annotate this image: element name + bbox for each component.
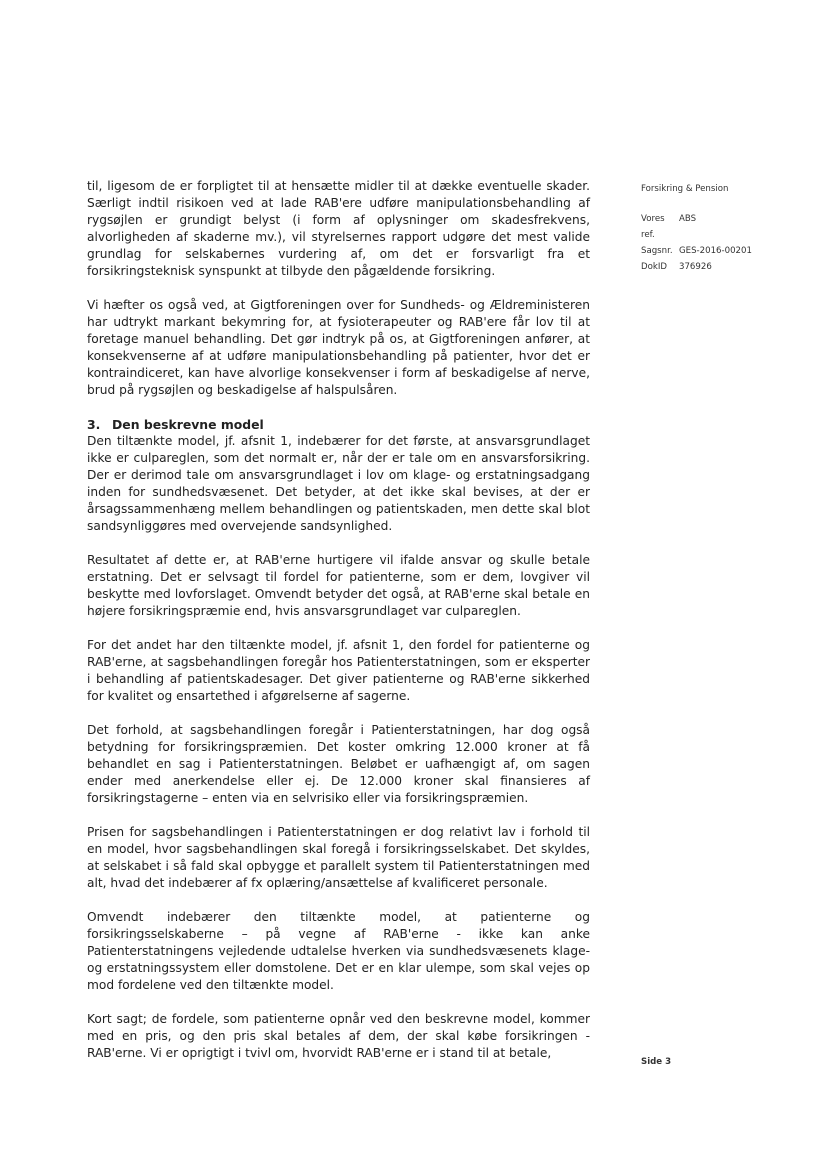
ref-value: 376926 [679,262,712,272]
sidebar-meta [641,181,752,275]
paragraph-1: til, ligesom de er forpligtet til at hensætte midler til at dække eventuelle skader. Særligt indtil risikoen ved at lade RAB'ere udføre manipulationsbehandling af rygsøjlen er grundigt belyst (i form af oplysninger om skadesfrekvens, alvorligheden af skaderne mv.), vil styrelsernes rapport udgøre det mest valide grundlag for selskabernes vurdering af, om det er forsvarligt fra et forsikringsteknisk synspunkt at tilbyde den pågældende forsikring. [87,179,590,278]
section-number: 3. [87,417,101,432]
ref-label: Vores ref. [641,214,665,240]
ref-value: GES-2016-00201 [679,246,752,256]
paragraph-4: Resultatet af dette er, at RAB'erne hurtigere vil ifalde ansvar og skulle betale erstatning. Det er selvsagt til fordel for patienterne, som er dem, lovgiver vil beskytte med lovforslaget. Omvendt betyder det også, at RAB'erne skal betale en højere forsikringspræmie end, hvis ansvarsgrundlaget var culpareglen. [87,553,590,618]
page-number: Side 3 [641,1057,672,1067]
letter-body [87,178,590,1079]
ref-row-sagsnr [641,243,752,259]
paragraph-7: Prisen for sagsbehandlingen i Patienterstatningen er dog relativt lav i forhold til en model, hvor sagsbehandlingen skal foregå i forsikringsselskabet. Det skyldes, at selskabet i så fald skal opbygge et parallelt system til Patienterstatningen med alt, hvad det indebærer af fx oplæring/ansættelse af kvalificeret personale. [87,825,590,890]
organization-name: Forsikring & Pension [641,184,729,194]
ref-row-vores-ref [641,211,752,243]
ref-row-dokid [641,259,752,275]
paragraph-2: Vi hæfter os også ved, at Gigtforeningen over for Sundheds- og Ældreministeren har udtrykt markant bekymring for, at fysioterapeuter og RAB'ere får lov til at foretage manuel behandling. Det gør indtryk på os, at Gigtforeningen anfører, at konsekvenserne af at udføre manipulationsbehandling på patienter, hvor det er kontraindiceret, kan have alvorlige konsekvenser i form af beskadigelse af nerve, brud på rygsøjlen og beskadigelse af halspulsåren. [87,298,590,397]
paragraph-8: Omvendt indebærer den tiltænkte model, at patienterne og forsikringsselskaberne – på vegne af RAB'erne - ikke kan anke Patienterstatningens vejledende udtalelse hverken via sundhedsvæsenets klage- og erstatningssystem eller domstolene. Det er en klar ulempe, som skal vejes op mod fordelene ved den tiltænkte model. [87,910,590,992]
ref-label: DokID [641,262,668,272]
ref-value: ABS [679,214,697,224]
section-title: Den beskrevne model [112,417,264,432]
section-heading [87,416,590,433]
paragraph-3: Den tiltænkte model, jf. afsnit 1, indebærer for det første, at ansvarsgrundlaget ikke er culpareglen, som det normalt er, når der er tale om en ansvarsforsikring. Der er derimod tale om ansvarsgrundlaget i lov om klage- og erstatningsadgang inden for sundhedsvæsenet. Det betyder, at det ikke skal bevises, at der er årsagssammenhæng mellem behandlingen og patientskaden, men dette skal blot sandsynliggøres med overvejende sandsynlighed. [87,434,590,533]
paragraph-6: Det forhold, at sagsbehandlingen foregår i Patienterstatningen, har dog også betydning for forsikringspræmien. Det koster omkring 12.000 kroner at få behandlet en sag i Patienterstatningen. Beløbet er uafhængigt af, om sagen ender med anerkendelse eller ej. De 12.000 kroner skal finansieres af forsikringstagerne – enten via en selvrisiko eller via forsikringspræmien. [87,723,590,805]
paragraph-5: For det andet har den tiltænkte model, jf. afsnit 1, den fordel for patienterne og RAB'erne, at sagsbehandlingen foregår hos Patienterstatningen, som er eksperter i behandling af patientskadesager. Det giver patienterne og RAB'erne sikkerhed for kvalitet og ensartethed i afgørelserne af sagerne. [87,638,590,703]
paragraph-9: Kort sagt; de fordele, som patienterne opnår ved den beskrevne model, kommer med en pris, og den pris skal betales af dem, der skal købe forsikringen - RAB'erne. Vi er oprigtigt i tvivl om, hvorvidt RAB'erne er i stand til at betale, [87,1012,590,1060]
ref-label: Sagsnr. [641,246,673,256]
